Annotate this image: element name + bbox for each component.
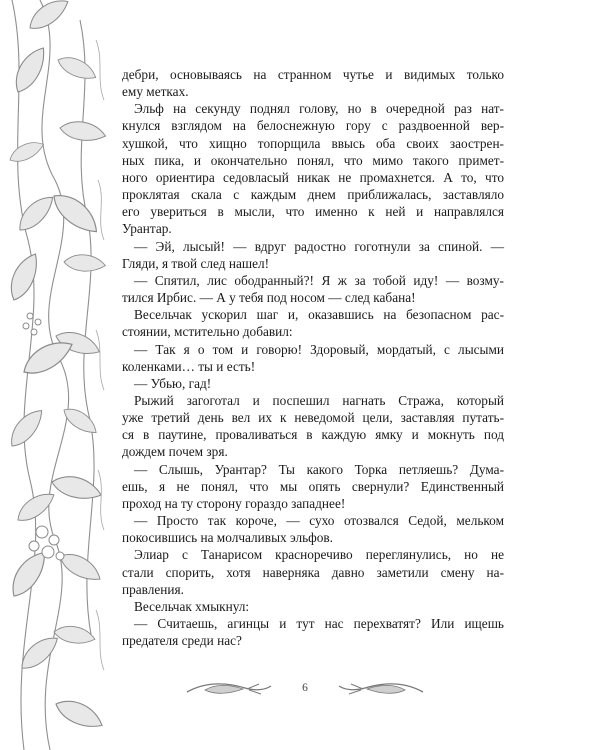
text-line: ешь, я не понял, что мы опять свернули? Единственный bbox=[122, 478, 504, 494]
text-line: проход на ту сторону гораздо западнее! bbox=[122, 495, 346, 511]
text-line: — Слышь, Урантар? Ты какого Торка петляешь? Дума- bbox=[134, 461, 504, 477]
text-line: — Считаешь, агинцы и тут нас перехватят? Или ищешь bbox=[134, 616, 504, 631]
text-line: уже третий день вел их к неведомой цели, заставляя путать- bbox=[122, 410, 504, 426]
text-line: хушкой, что хищно топорщила ввысь оба своих заострен- bbox=[122, 135, 504, 151]
text-line: покосившись на молчаливых эльфов. bbox=[122, 530, 334, 546]
text-line: — Убью, гад! bbox=[134, 375, 212, 391]
body-text bbox=[122, 66, 504, 649]
text-line: Эльф на секунду поднял голову, но в очередной раз нат- bbox=[134, 101, 504, 117]
text-line: кнулся взглядом на белоснежную гору с раздвоенной вер- bbox=[122, 118, 504, 134]
page-number: 6 bbox=[302, 682, 308, 694]
text-line: Гляди, я твой след нашел! bbox=[122, 255, 270, 271]
text-line: дождем почем зря. bbox=[122, 444, 228, 460]
text-line: стали спорить, хотя наверняка давно заметили смену на- bbox=[122, 564, 504, 580]
text-line: — Спятил, лис ободранный?! Я ж за тобой иду! — возму- bbox=[134, 272, 504, 288]
text-line: — Так я о том и говорю! Здоровый, мордатый, с лысыми bbox=[134, 341, 504, 357]
text-line: — Просто так короче, — сухо отозвался Седой, мельком bbox=[134, 513, 504, 529]
text-line: его увериться в мысли, что именно к ней и направлялся bbox=[122, 204, 504, 220]
text-line: проклятая скала с каждым днем приближалась, заставляло bbox=[122, 187, 504, 203]
text-line: Весельчак ускорил шаг и, оказавшись на безопасном рас- bbox=[134, 307, 504, 323]
text-line: коленками… ты и есть! bbox=[122, 358, 256, 374]
text-line: ему метках. bbox=[122, 84, 189, 100]
text-line: ся в паутине, проваливаться в каждую ямку и мокнуть под bbox=[122, 427, 504, 443]
text-line: правления. bbox=[122, 581, 184, 597]
text-line: тился Ирбис. — А у тебя под носом — след кабана! bbox=[122, 290, 416, 306]
leaf-ornament-border bbox=[0, 0, 112, 750]
text-line: ных пика, и окончательно понял, что мимо такого примет- bbox=[122, 152, 504, 168]
text-line: предателя среди нас? bbox=[122, 633, 242, 649]
text-line: Урантар. bbox=[122, 221, 172, 237]
text-line: дебри, основываясь на странном чутье и видимых только bbox=[122, 67, 504, 82]
text-line: Элиар с Танарисом красноречиво переглянулись, но не bbox=[134, 547, 504, 563]
text-line: ного ориентира седовласый никак не промахнется. А то, что bbox=[122, 169, 504, 185]
feather-flourish-icon bbox=[337, 678, 425, 700]
text-line: стоянии, мстительно добавил: bbox=[122, 324, 293, 340]
text-line: Весельчак хмыкнул: bbox=[134, 598, 250, 614]
text-line: — Эй, лысый! — вдруг радостно гоготнули за спиной. — bbox=[134, 238, 504, 254]
page-footer bbox=[185, 672, 425, 706]
text-line: Рыжий загоготал и поспешил нагнать Стража, который bbox=[134, 392, 504, 408]
